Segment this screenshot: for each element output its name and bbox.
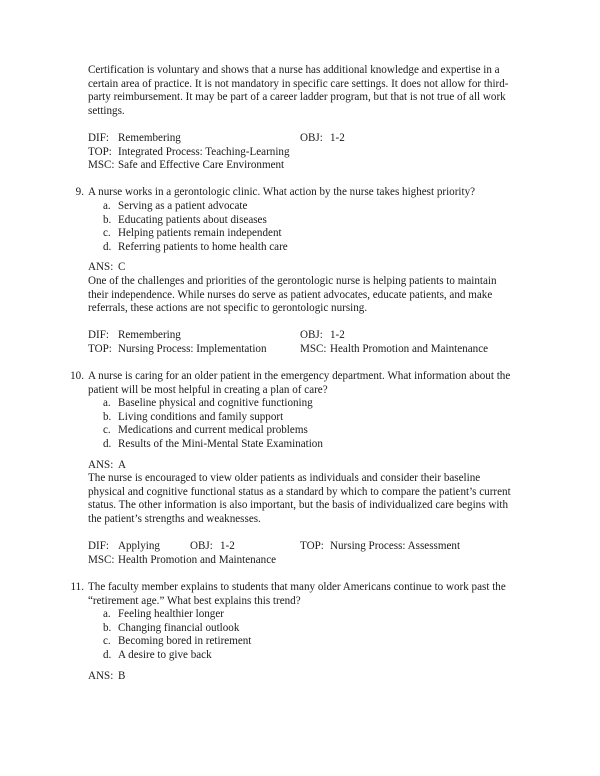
option-text: Medications and current medical problems	[118, 424, 308, 437]
option-text: Helping patients remain independent	[118, 227, 282, 240]
msc-value: Health Promotion and Maintenance	[118, 553, 277, 566]
answer-line	[66, 459, 518, 473]
option-a[interactable]	[103, 397, 518, 411]
obj-value: 1-2	[220, 540, 235, 553]
option-letter: c.	[103, 227, 111, 240]
option-letter: c.	[103, 424, 111, 437]
obj-value: 1-2	[330, 131, 345, 144]
option-letter: a.	[103, 397, 111, 410]
spacer	[66, 356, 518, 370]
option-letter: a.	[103, 608, 111, 621]
option-letter: c.	[103, 635, 111, 648]
obj-label: OBJ:	[190, 540, 213, 553]
question-text: A nurse is caring for an older patient in the emergency department. What information about the patient will be most helpful in creating a plan of care?	[88, 370, 511, 396]
option-text: Results of the Mini-Mental State Examination	[118, 438, 323, 451]
rationale-text: The nurse is encouraged to view older patients as individuals and consider their baseline physical and cognitive functional status as a standard by which to compare the patient’s current status. The other information is also important, but the basis of individualized care begins with the patient’s strengths and weaknesses.	[88, 472, 511, 525]
option-a[interactable]	[103, 608, 518, 622]
ans-label: ANS:	[88, 458, 114, 471]
intro-metadata-block	[66, 132, 518, 173]
top-value: Integrated Process: Teaching-Learning	[118, 145, 290, 158]
option-letter: d.	[103, 438, 112, 451]
option-b[interactable]	[103, 214, 518, 228]
msc-label: MSC:	[88, 553, 115, 566]
top-value: Nursing Process: Assessment	[330, 540, 461, 553]
spacer	[66, 254, 518, 261]
option-text: Changing financial outlook	[118, 621, 240, 634]
dif-value: Applying	[118, 540, 160, 553]
spacer	[66, 527, 518, 541]
option-letter: a.	[103, 199, 111, 212]
ans-label: ANS:	[88, 669, 114, 682]
dif-value: Remembering	[118, 329, 181, 342]
answer-line	[66, 261, 518, 275]
option-d[interactable]	[103, 649, 518, 663]
spacer	[66, 452, 518, 459]
answer-line	[66, 670, 518, 684]
intro-rationale: Certification is voluntary and shows that a nurse has additional knowledge and expertise in a certain area of practice. It is not mandatory in specific care settings. It does not allow for third-party reimbursement. It may be part of a career ladder program, but that is not true of all work settings.	[88, 64, 509, 117]
option-letter: b.	[103, 621, 112, 634]
question-number: 10.	[70, 370, 84, 383]
msc-label: MSC:	[300, 342, 327, 355]
metadata-row-top	[88, 146, 518, 160]
question-number: 11.	[70, 580, 84, 593]
spacer	[66, 663, 518, 670]
top-label: TOP:	[88, 342, 112, 355]
msc-value: Health Promotion and Maintenance	[330, 342, 489, 355]
question-item	[66, 581, 518, 663]
option-a[interactable]	[103, 200, 518, 214]
option-list	[88, 200, 518, 254]
obj-value: 1-2	[330, 329, 345, 342]
answer-value: B	[118, 669, 126, 682]
option-d[interactable]	[103, 241, 518, 255]
dif-label: DIF:	[88, 131, 109, 144]
metadata-row-top-msc	[88, 343, 518, 357]
option-text: Serving as a patient advocate	[118, 199, 248, 212]
option-letter: b.	[103, 213, 112, 226]
obj-label: OBJ:	[300, 131, 323, 144]
dif-value: Remembering	[118, 131, 181, 144]
metadata-row-dif-obj	[88, 329, 518, 343]
option-text: Becoming bored in retirement	[118, 635, 252, 648]
option-b[interactable]	[103, 622, 518, 636]
option-letter: b.	[103, 410, 112, 423]
option-text: Feeling healthier longer	[118, 608, 224, 621]
option-d[interactable]	[103, 438, 518, 452]
option-letter: d.	[103, 240, 112, 253]
obj-label: OBJ:	[300, 329, 323, 342]
top-label: TOP:	[300, 540, 324, 553]
option-text: A desire to give back	[118, 648, 212, 661]
question-metadata-block	[66, 540, 518, 567]
question-item	[66, 370, 518, 452]
answer-value: C	[118, 261, 126, 274]
question-number: 9.	[75, 186, 84, 199]
option-text: Educating patients about diseases	[118, 213, 267, 226]
option-text: Living conditions and family support	[118, 410, 284, 423]
spacer	[66, 118, 518, 132]
question-metadata-block	[66, 329, 518, 356]
option-letter: d.	[103, 648, 112, 661]
spacer	[66, 316, 518, 330]
spacer	[66, 567, 518, 581]
option-text: Baseline physical and cognitive functioning	[118, 397, 313, 410]
option-c[interactable]	[103, 227, 518, 241]
ans-label: ANS:	[88, 261, 114, 274]
metadata-row-dif-obj	[88, 132, 518, 146]
dif-label: DIF:	[88, 540, 109, 553]
dif-label: DIF:	[88, 329, 109, 342]
page-content	[66, 64, 518, 683]
spacer	[66, 173, 518, 187]
question-item	[66, 186, 518, 254]
option-text: Referring patients to home health care	[118, 240, 288, 253]
question-text: A nurse works in a gerontologic clinic. What action by the nurse takes highest priority?	[88, 186, 476, 199]
rationale-text: One of the challenges and priorities of the gerontologic nurse is helping patients to maintain their independence. While nurses do serve as patient advocates, educate patients, and make referrals, these actions are not specific to gerontologic nursing.	[88, 274, 497, 315]
answer-value: A	[118, 458, 127, 471]
metadata-row-msc	[88, 554, 518, 568]
option-b[interactable]	[103, 411, 518, 425]
top-value: Nursing Process: Implementation	[118, 342, 267, 355]
metadata-row-dif-obj-top	[88, 540, 518, 554]
msc-value: Safe and Effective Care Environment	[118, 159, 285, 172]
option-list	[88, 608, 518, 662]
option-c[interactable]	[103, 635, 518, 649]
option-list	[88, 397, 518, 451]
option-c[interactable]	[103, 424, 518, 438]
top-label: TOP:	[88, 145, 112, 158]
msc-label: MSC:	[88, 159, 115, 172]
metadata-row-msc	[88, 159, 518, 173]
question-text: The faculty member explains to students that many older Americans continue to work past the “retirement age.” What best explains this trend?	[88, 580, 506, 607]
